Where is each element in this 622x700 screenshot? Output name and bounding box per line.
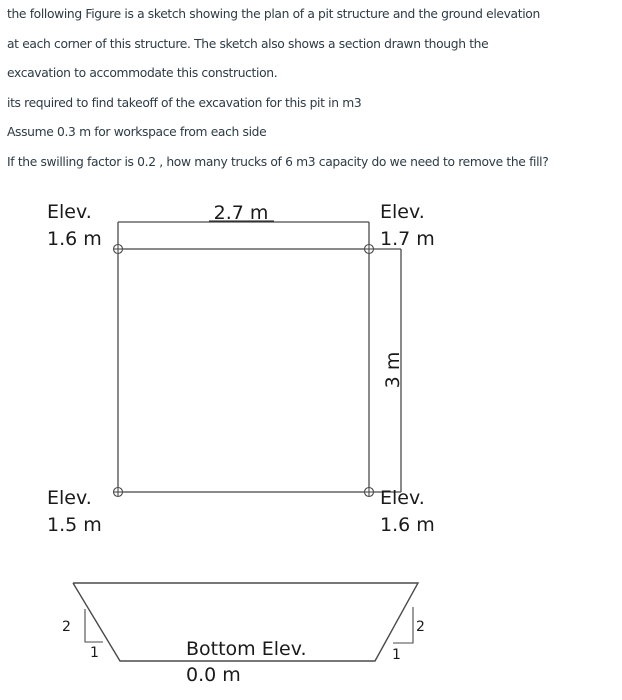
- question-line-6: If the swilling factor is 0.2 , how many trucks of 6 m3 capacity do we need to remove the fill?: [7, 154, 549, 169]
- width-label: 2.7 m: [213, 202, 269, 224]
- bottom-elevation-value: 0.0 m: [186, 664, 241, 686]
- corner-markers: [114, 245, 374, 497]
- corner-top-right-title: Elev.: [380, 201, 425, 223]
- left-slope-run: 1: [90, 645, 99, 661]
- corner-marker-bottom-right: [365, 488, 374, 497]
- bottom-elevation-title: Bottom Elev.: [186, 638, 307, 660]
- length-label: 3 m: [382, 351, 404, 389]
- corner-bottom-left-title: Elev.: [47, 487, 92, 509]
- corner-bottom-right-value: 1.6 m: [380, 514, 435, 536]
- left-slope-triangle: [85, 609, 103, 642]
- corner-marker-top-right: [365, 245, 374, 254]
- plan-view: [118, 222, 401, 492]
- question-line-3: excavation to accommodate this construction.: [7, 66, 278, 80]
- question-line-1: the following Figure is a sketch showing the plan of a pit structure and the ground elevation: [7, 7, 540, 21]
- left-slope-rise: 2: [62, 619, 71, 635]
- question-line-2: at each corner of this structure. The sketch also shows a section drawn though the: [7, 36, 489, 51]
- corner-marker-bottom-left: [114, 488, 123, 497]
- corner-top-left-value: 1.6 m: [47, 228, 102, 250]
- corner-marker-top-left: [114, 245, 123, 254]
- right-slope-triangle: [393, 607, 413, 643]
- right-slope-rise: 2: [416, 619, 425, 635]
- corner-bottom-right-title: Elev.: [380, 487, 425, 509]
- question-line-4: its required to find takeoff of the excavation for this pit in m3: [7, 95, 362, 110]
- question-line-5: Assume 0.3 m for workspace from each side: [7, 125, 267, 139]
- corner-top-left-title: Elev.: [47, 201, 92, 223]
- right-slope-run: 1: [392, 647, 401, 663]
- pit-outline: [118, 249, 369, 492]
- corner-top-right-value: 1.7 m: [380, 228, 435, 250]
- corner-bottom-left-value: 1.5 m: [47, 514, 102, 536]
